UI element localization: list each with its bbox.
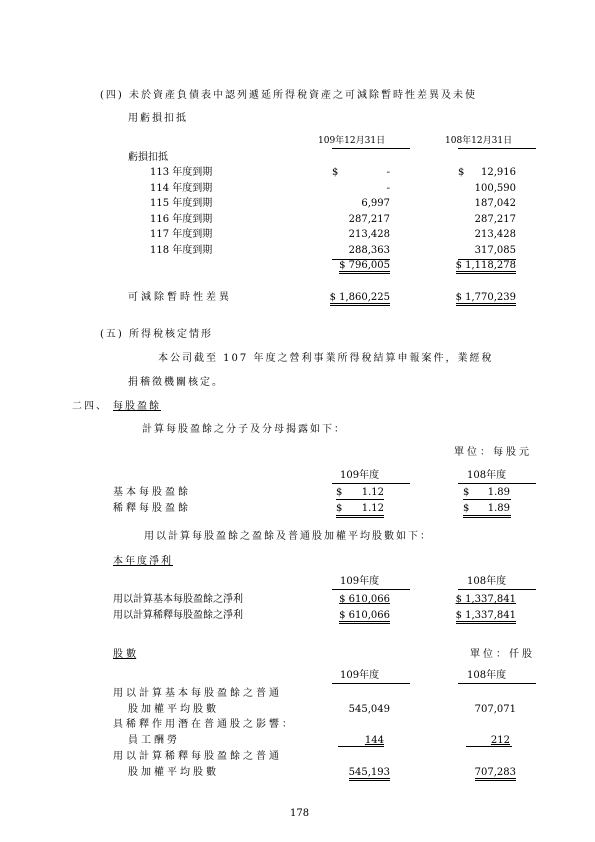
section4-heading-line2: 用虧損扣抵 — [128, 113, 188, 124]
eps-col1-rule — [332, 483, 410, 484]
employee-comp-109: 144 — [364, 735, 384, 746]
section5-paragraph-line2: 捐稽徵機關核定。 — [128, 377, 224, 388]
section4-col1-header: 109年12月31日 — [318, 136, 386, 146]
net-row-label: 用以計算基本每股盈餘之淨利 — [113, 594, 243, 605]
loss-row-value-108: 12,916 — [481, 167, 516, 178]
unit-per-share: 單位：每股元 — [454, 447, 532, 458]
employee-comp-108: 212 — [490, 735, 510, 746]
section4-heading-line1: (四) 未於資產負債表中認列遞延所得稅資產之可減除暫時性差異及未使 — [100, 90, 477, 101]
shares-col1-header: 109年度 — [340, 670, 380, 681]
shares-title: 股 數 — [113, 649, 137, 660]
section5-paragraph-line1: 本公司截至 107 年度之營利事業所得稅結算申報案件，業經稅 — [158, 353, 494, 364]
eps-row1-rule-108 — [463, 499, 511, 500]
loss-row-value-109: 6,997 — [361, 198, 390, 209]
section5-heading: (五) 所得稅核定情形 — [100, 329, 213, 340]
section24-intro2: 用以計算每股盈餘之盈餘及普通股加權平均股數如下： — [144, 531, 432, 542]
loss-row-dollar-109: $ — [332, 167, 339, 178]
loss-row-label: 115 年度到期 — [150, 198, 213, 209]
page-number: 178 — [290, 808, 310, 819]
shares-col1-rule — [332, 683, 410, 684]
eps-row-value-108: 1.89 — [487, 487, 510, 498]
loss-row-value-108: 317,085 — [474, 245, 516, 256]
eps-row-dollar-109: $ — [336, 487, 343, 498]
loss-row-label: 117 年度到期 — [150, 229, 213, 240]
net-row-value-109: $ 610,066 — [320, 610, 390, 622]
loss-row-label: 118 年度到期 — [150, 245, 213, 256]
loss-row-dollar-108: $ — [458, 167, 465, 178]
section24-title: 每股盈餘 — [113, 401, 161, 412]
loss-row-value-108: 187,042 — [474, 198, 516, 209]
loss-row-label: 116 年度到期 — [150, 214, 213, 225]
diluted-shares-108: 707,283 — [446, 767, 516, 779]
loss-row-value-108: 287,217 — [474, 214, 516, 225]
temp-diff-108: $ 1,770,239 — [452, 292, 516, 304]
shares-col2-rule — [458, 683, 536, 684]
employee-comp-109-rule — [338, 746, 384, 747]
basic-shares-label-line2: 股加權平均股數 — [128, 704, 219, 715]
employee-comp-label: 員工酬勞 — [128, 735, 180, 746]
eps-row2-rule-109 — [336, 515, 384, 518]
loss-row-label: 114 年度到期 — [150, 183, 213, 194]
eps-row-dollar-108: $ — [463, 487, 470, 498]
basic-shares-108: 707,071 — [474, 704, 516, 715]
section24-intro: 計算每股盈餘之分子及分母揭露如下： — [142, 424, 346, 435]
temp-diff-109: $ 1,860,225 — [326, 292, 390, 304]
temp-diff-label: 可減除暫時性差異 — [128, 292, 232, 303]
loss-row-value-108: 100,590 — [474, 183, 516, 194]
loss-total-109: $ 796,005 — [326, 260, 390, 272]
net-row-value-108: $ 1,337,841 — [446, 610, 516, 622]
loss-row-value-108: 213,428 — [474, 229, 516, 240]
loss-row-value-109: - — [386, 183, 390, 194]
net-row-label: 用以計算稀釋每股盈餘之淨利 — [113, 610, 243, 621]
loss-row-label: 113 年度到期 — [150, 167, 213, 178]
eps-row-value-109: 1.12 — [361, 487, 384, 498]
loss-total-108: $ 1,118,278 — [452, 260, 516, 272]
diluted-shares-109: 545,193 — [320, 767, 390, 779]
eps-row-value-108: 1.89 — [487, 503, 510, 514]
net-col1-rule — [332, 589, 410, 590]
net-col1-header: 109年度 — [340, 576, 380, 587]
eps-col2-header: 108年度 — [467, 470, 507, 481]
eps-col1-header: 109年度 — [340, 470, 380, 481]
col1-header-rule — [332, 148, 410, 149]
diluted-shares-label-line2: 股加權平均股數 — [128, 767, 219, 778]
eps-row1-rule-109 — [336, 499, 384, 500]
shares-col2-header: 108年度 — [467, 670, 507, 681]
eps-row-dollar-109: $ — [336, 503, 343, 514]
eps-row2-rule-108 — [463, 515, 511, 518]
section4-col2-header: 108年12月31日 — [445, 136, 513, 146]
unit-thousand-shares: 單位：仟股 — [470, 649, 535, 660]
net-col2-header: 108年度 — [467, 576, 507, 587]
eps-row-value-109: 1.12 — [361, 503, 384, 514]
net-row-value-109: $ 610,066 — [339, 594, 390, 605]
dilutive-effect-label: 具稀釋作用潛在普通股之影響： — [113, 719, 295, 730]
eps-col2-rule — [458, 483, 536, 484]
loss-row-value-109: - — [386, 167, 390, 178]
col2-header-rule — [458, 148, 536, 149]
net-income-title: 本年度淨利 — [113, 556, 173, 567]
diluted-shares-label-line1: 用以計算稀釋每股盈餘之普通 — [113, 751, 282, 762]
employee-comp-108-rule — [466, 746, 512, 747]
net-row-value-108: $ 1,337,841 — [455, 594, 516, 605]
loss-carryforward-label: 虧損扣抵 — [128, 152, 168, 163]
basic-shares-109: 545,049 — [348, 704, 390, 715]
loss-row-value-109: 287,217 — [348, 214, 390, 225]
basic-shares-label-line1: 用以計算基本每股盈餘之普通 — [113, 688, 282, 699]
loss-row-value-109: 288,363 — [348, 245, 390, 256]
loss-row-value-109: 213,428 — [348, 229, 390, 240]
net-col2-rule — [458, 589, 536, 590]
eps-row-dollar-108: $ — [463, 503, 470, 514]
section24-number: 二四、 — [72, 401, 108, 412]
eps-row-label: 稀釋每股盈餘 — [113, 503, 191, 514]
eps-row-label: 基本每股盈餘 — [113, 487, 191, 498]
